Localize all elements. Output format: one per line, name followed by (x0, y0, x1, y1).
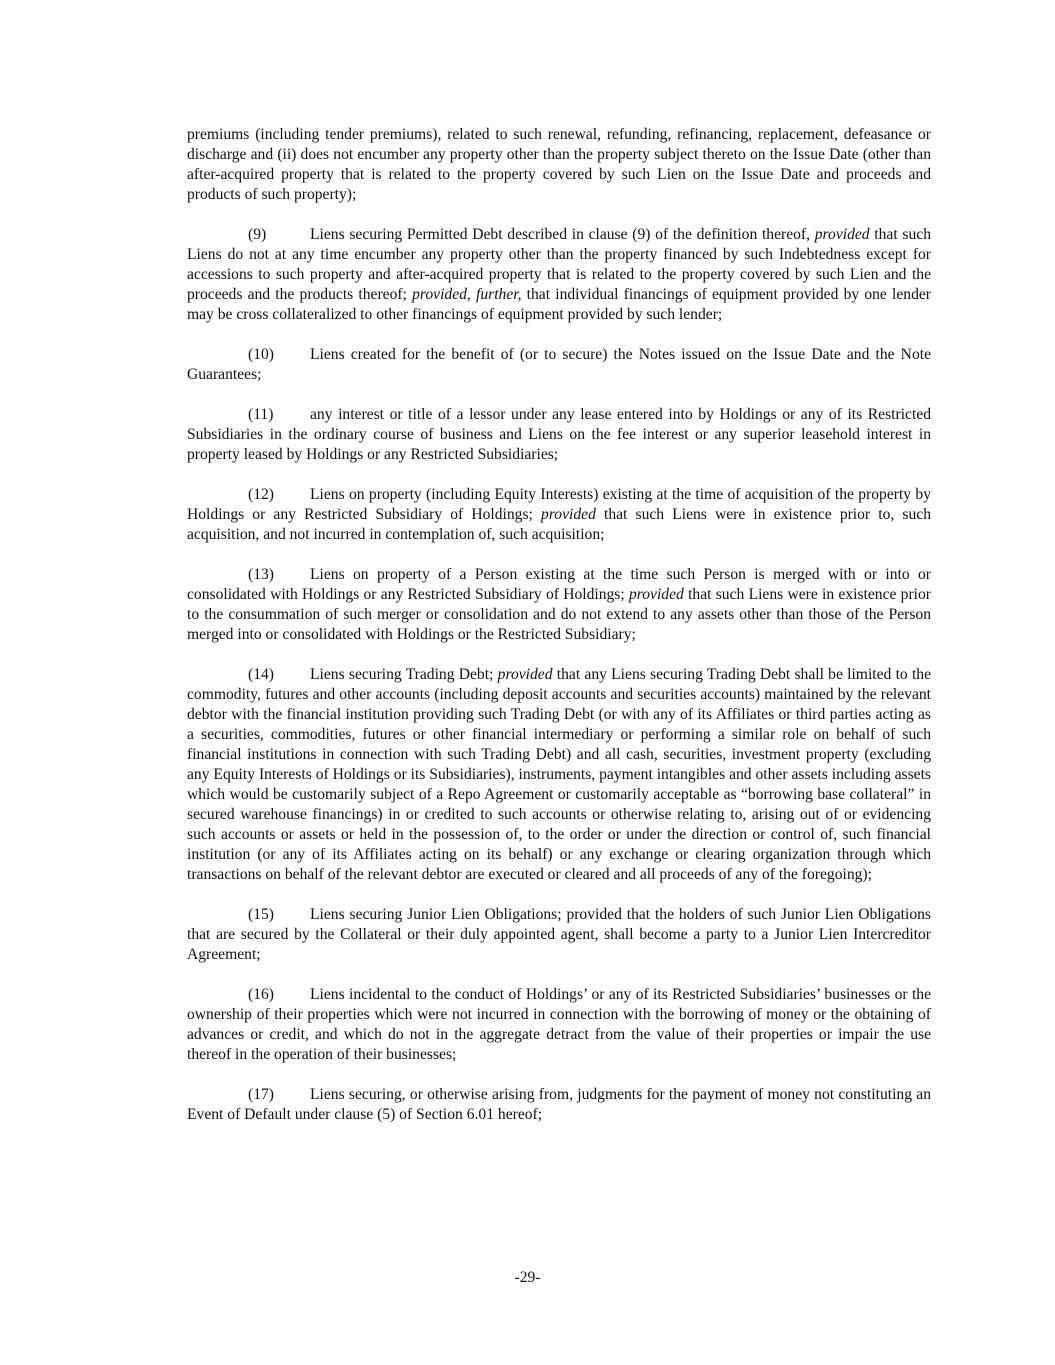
emphasis: provided (814, 226, 870, 243)
clause-12-text: (12) Liens on property (including Equity Interests) existing at the time of acquisition of the property by Holdings or any Restricted Subsidiary of Holdings; provided that such Liens were in existence prior to, such acquisition, and not incurred in contemplation of, such acquisition; (187, 486, 931, 543)
clause-10 (187, 345, 931, 385)
clause-13-text: (13) Liens on property of a Person existing at the time such Person is merged with or into or consolidated with Holdings or any Restricted Subsidiary of Holdings; provided that such Liens were in existence prior to the consummation of such merger or consolidation and do not extend to any assets other than those of the Person merged into or consolidated with Holdings or the Restricted Subsidiary; (187, 566, 931, 643)
emphasis: provided, further, (412, 286, 522, 303)
clause-11-text: (11) any interest or title of a lessor under any lease entered into by Holdings or any of its Restricted Subsidiaries in the ordinary course of business and Liens on the fee interest or any superior leasehold interest in property leased by Holdings or any Restricted Subsidiaries; (187, 406, 931, 463)
clause-number: (17) (248, 1086, 274, 1103)
clause-14-text: (14) Liens securing Trading Debt; provided that any Liens securing Trading Debt shall be limited to the commodity, futures and other accounts (including deposit accounts and securities accounts) maintained by the relevant debtor with the financial institution providing such Trading Debt (or with any of its Affiliates or third parties acting as a securities, commodities, futures or other financial intermediary or performing a similar role on behalf of such financial institutions in connection with such Trading Debt) and all cash, securities, investment property (excluding any Equity Interests of Holdings or its Subsidiaries), instruments, payment intangibles and other assets including assets which would be customarily subject of a Repo Agreement or customarily acceptable as “borrowing base collateral” in secured warehouse financings) in or credited to such accounts or otherwise relating to, arising out of or evidencing such accounts or assets or held in the possession of, to the order or under the direction or control of, such financial institution (or any of its Affiliates acting on its behalf) or any exchange or clearing organization through which transactions on behalf of the relevant debtor are executed or cleared and all proceeds of any of the foregoing); (187, 666, 931, 883)
clause-11 (187, 405, 931, 465)
document-body (187, 125, 931, 1125)
clause-number: (13) (248, 566, 274, 583)
clause-9 (187, 225, 931, 325)
emphasis: provided (628, 586, 684, 603)
emphasis: provided (497, 666, 553, 683)
clause-16 (187, 985, 931, 1065)
page-number: -29- (514, 1269, 541, 1286)
clause-number: (9) (248, 226, 267, 243)
clause-12 (187, 485, 931, 545)
clause-15 (187, 905, 931, 965)
clause-number: (16) (248, 986, 274, 1003)
clause-number: (10) (248, 346, 274, 363)
continued-paragraph: premiums (including tender premiums), related to such renewal, refunding, refinancing, replacement, defeasance or discharge and (ii) does not encumber any property other than the property subject thereto on the Issue Date (other than after-acquired property that is related to the property covered by such Lien on the Issue Date and proceeds and products of such property); (187, 126, 931, 203)
clause-13 (187, 565, 931, 645)
clause-9-text: (9) Liens securing Permitted Debt described in clause (9) of the definition thereof, provided that such Liens do not at any time encumber any property other than the property financed by such Indebtedness except for accessions to such property and after-acquired property that is related to the property covered by such Lien and the proceeds and the products thereof; provided, further, that individual financings of equipment provided by one lender may be cross collateralized to other financings of equipment provided by such lender; (187, 226, 931, 323)
clause-number: (12) (248, 486, 274, 503)
emphasis: provided (541, 506, 596, 523)
clause-15-text: (15) Liens securing Junior Lien Obligations; provided that the holders of such Junior Lien Obligations that are secured by the Collateral or their duly appointed agent, shall become a party to a Junior Lien Intercreditor Agreement; (187, 906, 931, 963)
clause-16-text: (16) Liens incidental to the conduct of Holdings’ or any of its Restricted Subsidiaries’ businesses or the ownership of their properties which were not incurred in connection with the borrowing of money or the obtaining of advances or credit, and which do not in the aggregate detract from the value of their properties or impair the use thereof in the operation of their businesses; (187, 986, 931, 1063)
clause-10-text: (10) Liens created for the benefit of (or to secure) the Notes issued on the Issue Date and the Note Guarantees; (187, 346, 931, 383)
clause-17 (187, 1085, 931, 1125)
clause-number: (14) (248, 666, 274, 683)
clause-number: (15) (248, 906, 274, 923)
clause-number: (11) (248, 406, 274, 423)
clause-14 (187, 665, 931, 885)
clause-17-text: (17) Liens securing, or otherwise arising from, judgments for the payment of money not constituting an Event of Default under clause (5) of Section 6.01 hereof; (187, 1086, 931, 1123)
